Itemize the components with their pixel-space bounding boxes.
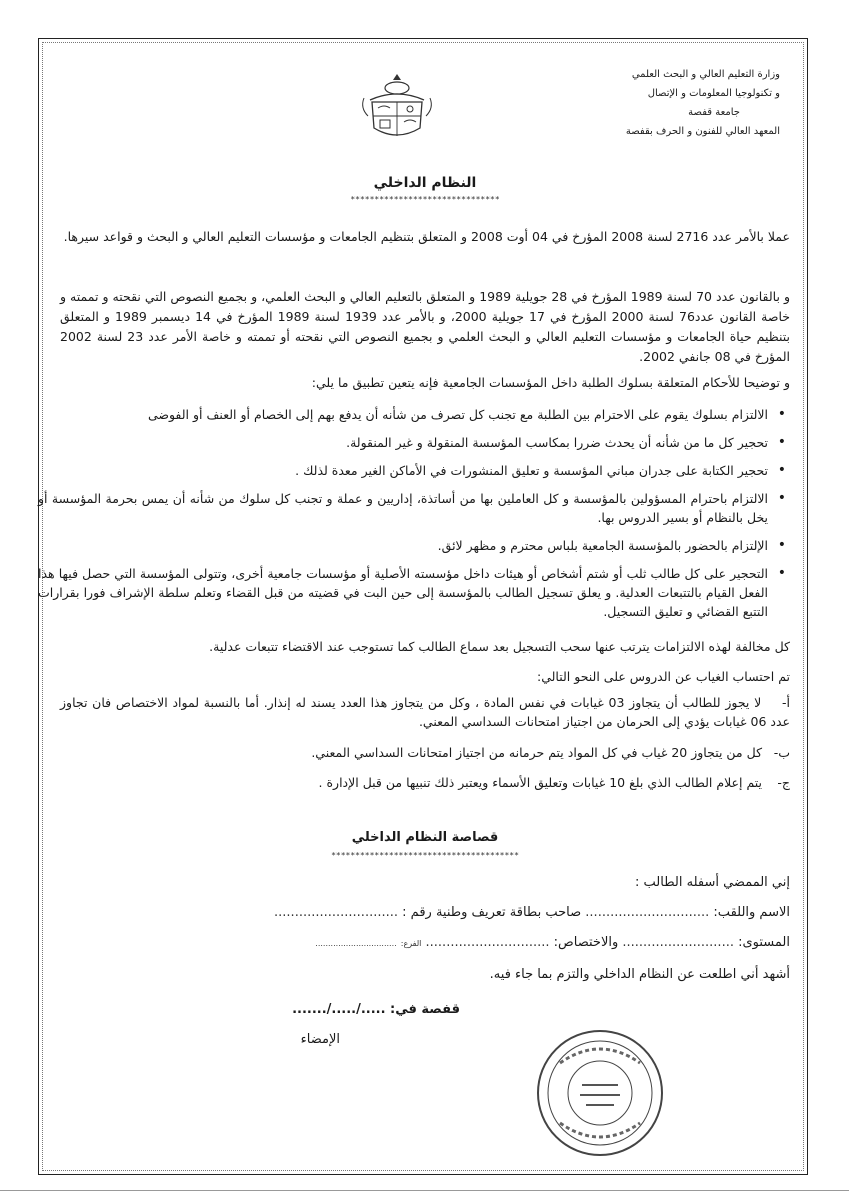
absence-item-label: أ-	[782, 695, 790, 710]
name-id-line	[60, 903, 790, 923]
rule-item: • الالتزام بسلوك يقوم على الاحترام بين الطلبة مع تجنب كل تصرف من شأنه أن يدفع بهم إلى الخصام أو العنف أو الفوضى	[38, 405, 768, 424]
absence-intro: تم احتساب الغياب عن الدروس على النحو التالي:	[536, 669, 790, 684]
absence-item-c	[60, 773, 790, 792]
institute-line: المعهد العالي للفنون و الحرف بقفصة	[625, 126, 780, 137]
name-label: الاسم واللقب:	[713, 905, 790, 920]
rules-list	[38, 405, 790, 630]
name-field[interactable]: ..............................	[585, 905, 710, 920]
rule-item: • التحجير على كل طالب ثلب أو شتم أشخاص أو هيئات داخل مؤسسته الأصلية أو مؤسسات جامعية أخرى، وتتولى المؤسسة التي حصل فيها هذا الفعل القيام بالتتبعات العدلية. و يعلق تسجيل الطالب بالمؤسسة إلى حين البت في قضيته من قبل القضاء وتعلم سلطة الإشراف فورا بقرارات التتبع القضائي و تعليق التسجيل.	[38, 564, 768, 621]
intro-paragraph-decree: عملا بالأمر عدد 2716 لسنة 2008 المؤرخ في 04 أوت 2008 و المتعلق بتنظيم الجامعات و مؤسسات التعليم العالي و البحث و قواعد سيرها.	[63, 229, 790, 244]
id-field[interactable]: ..............................	[274, 905, 399, 920]
scan-edge	[0, 1190, 849, 1191]
violation-note: كل مخالفة لهذه الالتزامات يترتب عنها سحب التسجيل بعد سماع الطالب كما تستوجب عند الاقتضاء تتبعات عدلية.	[209, 639, 790, 654]
absence-item-b	[60, 743, 790, 762]
university-line: جامعة قفصة	[688, 107, 740, 118]
ministry-subline: و تكنولوجيا المعلومات و الإتصال	[647, 88, 780, 99]
id-label: صاحب بطاقة تعريف وطنية رقم :	[402, 905, 582, 920]
absence-item-a	[60, 693, 790, 731]
absence-item-text: يتم إعلام الطالب الذي بلغ 10 غيابات وتعليق الأسماء ويعتبر ذلك تنبيها من قبل الإدارة .	[318, 775, 763, 790]
absence-item-text: لا يجوز للطالب أن يتجاوز 03 غيابات في نفس المادة ، وكل من يتجاوز هذا العدد يسند له إنذار. أما بالنسبة لمواد الاختصاص فان تجاوز عدد 06 غيابات يؤدي إلى الحرمان من اجتياز امتحانات السداسي المعني.	[60, 695, 790, 729]
absence-item-text: كل من يتجاوز 20 غياب في كل المواد يتم حرمانه من اجتياز امتحانات السداسي المعني.	[311, 745, 763, 760]
declaration-text: أشهد أني اطلعت عن النظام الداخلي والتزم بما جاء فيه.	[489, 967, 790, 982]
signature-label: الإمضاء	[300, 1032, 340, 1047]
level-field[interactable]: ...........................	[622, 935, 734, 950]
rule-item: • الالتزام باحترام المسؤولين بالمؤسسة و كل العاملين بها من أساتذة، إداريين و عملة و تجنب كل سلوك من شأنه أن يمس بحرمة المؤسسة أو يخل بالنظام أو بسير الدروس بها.	[38, 489, 768, 527]
slip-title: قصاصة النظام الداخلي	[351, 830, 499, 845]
specialty-label: والاختصاص:	[553, 935, 619, 950]
level-label: المستوى:	[738, 935, 790, 950]
rule-item: • الإلتزام بالحضور بالمؤسسة الجامعية بلباس محترم و مظهر لائق.	[38, 536, 768, 555]
rule-item: • تحجير كل ما من شأنه أن يحدث ضررا بمكاسب المؤسسة المنقولة و غير المنقولة.	[38, 433, 768, 452]
branch-field[interactable]: ................................	[315, 939, 397, 948]
specialty-field[interactable]: ..............................	[425, 935, 550, 950]
institute-stamp-icon	[530, 1023, 670, 1163]
slip-underline-stars: ***************************************	[331, 851, 519, 860]
rule-item: • تحجير الكتابة على جدران مباني المؤسسة و تعليق المنشورات في الأماكن الغير معدة لذلك .	[38, 461, 768, 480]
ministry-header	[560, 65, 780, 141]
document-page	[38, 55, 791, 1155]
title-underline-stars: *******************************	[350, 195, 500, 204]
branch-label: الفرع:	[400, 939, 422, 948]
absence-item-label: ج-	[777, 775, 790, 790]
absence-item-label: ب-	[773, 745, 790, 760]
signer-intro: إني الممضي أسفله الطالب :	[635, 875, 790, 890]
coat-of-arms-icon	[358, 70, 436, 144]
intro-paragraph-rules: و توضيحا للأحكام المتعلقة بسلوك الطلبة داخل المؤسسات الجامعية فإنه يتعين تطبيق ما يلي:	[311, 375, 790, 390]
level-specialty-line	[60, 933, 790, 954]
ministry-line: وزارة التعليم العالي و البحث العلمي	[631, 69, 780, 80]
place-date: قفصة في: ...../...../.......	[292, 1002, 460, 1017]
document-title: النظام الداخلي	[373, 175, 477, 191]
intro-paragraph-law: و بالقانون عدد 70 لسنة 1989 المؤرخ في 28 جويلية 1989 و المتعلق بالتعليم العالي و البحث العلمي، و بجميع النصوص التي نقحته و تممته و خاصة القانون عدد76 لسنة 2000 المؤرخ في 17 جويلية 2000، و بالأمر عدد 1939 لسنة 1989 المؤرخ في 14 ديسمبر 1989 و المتعلق بتنظيم حياة الجامعات و مؤسسات التعليم العالي و البحث العلمي و بجميع النصوص التي نقحته أو تممته و خاصة الأمر عدد 23 لسنة 2002 المؤرخ في 08 جانفي 2002.	[60, 289, 791, 364]
